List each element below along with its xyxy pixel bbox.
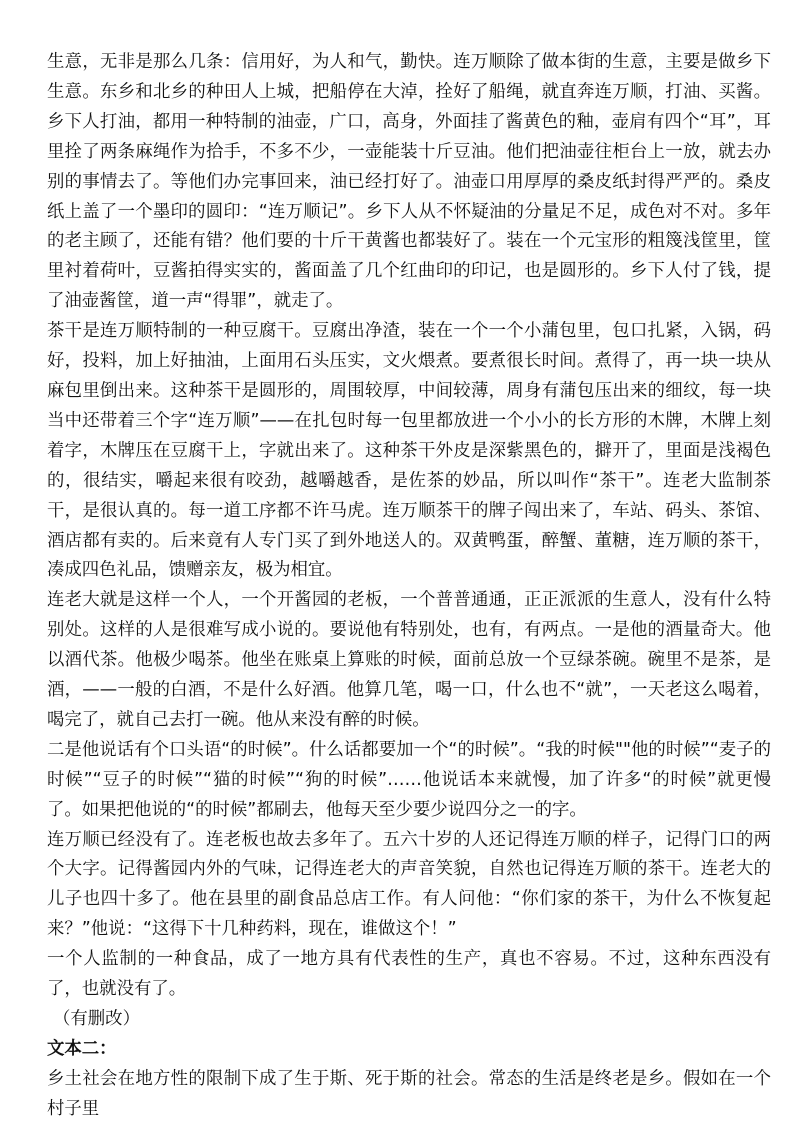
paragraph-business: 生意，无非是那么几条：信用好，为人和气，勤快。连万顺除了做本街的生意，主要是做乡下生意。东乡和北乡的种田人上城，把船停在大淖，拴好了船绳，就直奔连万顺，打油、买酱。乡下人打油，都用一种特制的油壶，广口，高身，外面挂了酱黄色的釉，壶肩有四个“耳”，耳里拴了两条麻绳作为拾手，不多不少，一壶能装十斤豆油。他们把油壶往柜台上一放，就去办别的事情去了。等他们办完事回来，油已经打好了。油壶口用厚厚的桑皮纸封得严严的。桑皮纸上盖了一个墨印的圆印：“连万顺记”。乡下人从不怀疑油的分量足不足，成色对不对。多年的老主顾了，还能有错？他们要的十斤干黄酱也都装好了。装在一个元宝形的粗篾浅筐里，筐里衬着荷叶，豆酱拍得实实的，酱面盖了几个红曲印的印记，也是圆形的。乡下人付了钱，提了油壶酱筐，道一声“得罪”，就走了。 [47,52,771,312]
paragraph-catchphrase: 二是他说话有个口头语“的时候”。什么话都要加一个“的时候”。“我的时候""他的时候”“麦子的时候”“豆子的时候”“猫的时候”“狗的时候”……他说话本来就慢，加了许多“的时候”就更慢了。如果把他说的“的时候”都刷去，他每天至少要少说四分之一的字。 [47,739,771,820]
paragraph-text-two: 乡土社会在地方性的限制下成了生于斯、死于斯的社会。常态的生活是终老是乡。假如在一个村子里 [47,1068,771,1119]
paragraph-gone: 连万顺已经没有了。连老板也故去多年了。五六十岁的人还记得连万顺的样子，记得门口的两个大字。记得酱园内外的气味，记得连老大的声音笑貌，自然也记得连万顺的茶干。连老大的儿子也四十多了。他在县里的副食品总店工作。有人问他：“你们家的茶干，为什么不恢复起来？”他说：“这得下十几种药料，现在，谁做这个！” [47,829,771,940]
paragraph-conclusion: 一个人监制的一种食品，成了一地方具有代表性的生产，真也不容易。不过，这种东西没有了，也就没有了。 [47,949,771,1000]
section-heading-text-two: 文本二： [47,1038,117,1059]
edit-note: （有删改） [53,1009,140,1029]
paragraph-tea-tofu: 茶干是连万顺特制的一种豆腐干。豆腐出净渣，装在一个一个小蒲包里，包口扎紧，入锅，码好，投料，加上好抽油，上面用石头压实，文火煨煮。要煮很长时间。煮得了，再一块一块从麻包里倒出来。这种茶干是圆形的，周围较厚，中间较薄，周身有蒲包压出来的细纹，每一块当中还带着三个字“连万顺”——在扎包时每一包里都放进一个小小的长方形的木牌，木牌上刻着字，木牌压在豆腐干上，字就出来了。这种茶干外皮是深紫黑色的，擗开了，里面是浅褐色的，很结实，嚼起来很有咬劲，越嚼越香，是佐茶的妙品，所以叫作“茶干”。连老大监制茶干，是很认真的。每一道工序都不许马虎。连万顺茶干的牌子闯出来了，车站、码头、茶馆、酒店都有卖的。后来竟有人专门买了到外地送人的。双黄鸭蛋，醉蟹、董糖，连万顺的茶干，凑成四色礼品，馈赠亲友，极为相宜。 [47,321,771,581]
document-page [47,48,771,1125]
paragraph-lian-laoda: 连老大就是这样一个人，一个开酱园的老板，一个普普通通，正正派派的生意人，没有什么特别处。这样的人是很难写成小说的。要说他有特别处，也有，有两点。一是他的酒量奇大。他以酒代茶。他极少喝茶。他坐在账桌上算账的时候，面前总放一个豆绿茶碗。碗里不是茶，是酒，——一般的白酒，不是什么好酒。他算几笔，喝一口，什么也不“就”，一天老这么喝着，喝完了，就自己去打一碗。他从来没有醉的时候。 [47,590,771,730]
